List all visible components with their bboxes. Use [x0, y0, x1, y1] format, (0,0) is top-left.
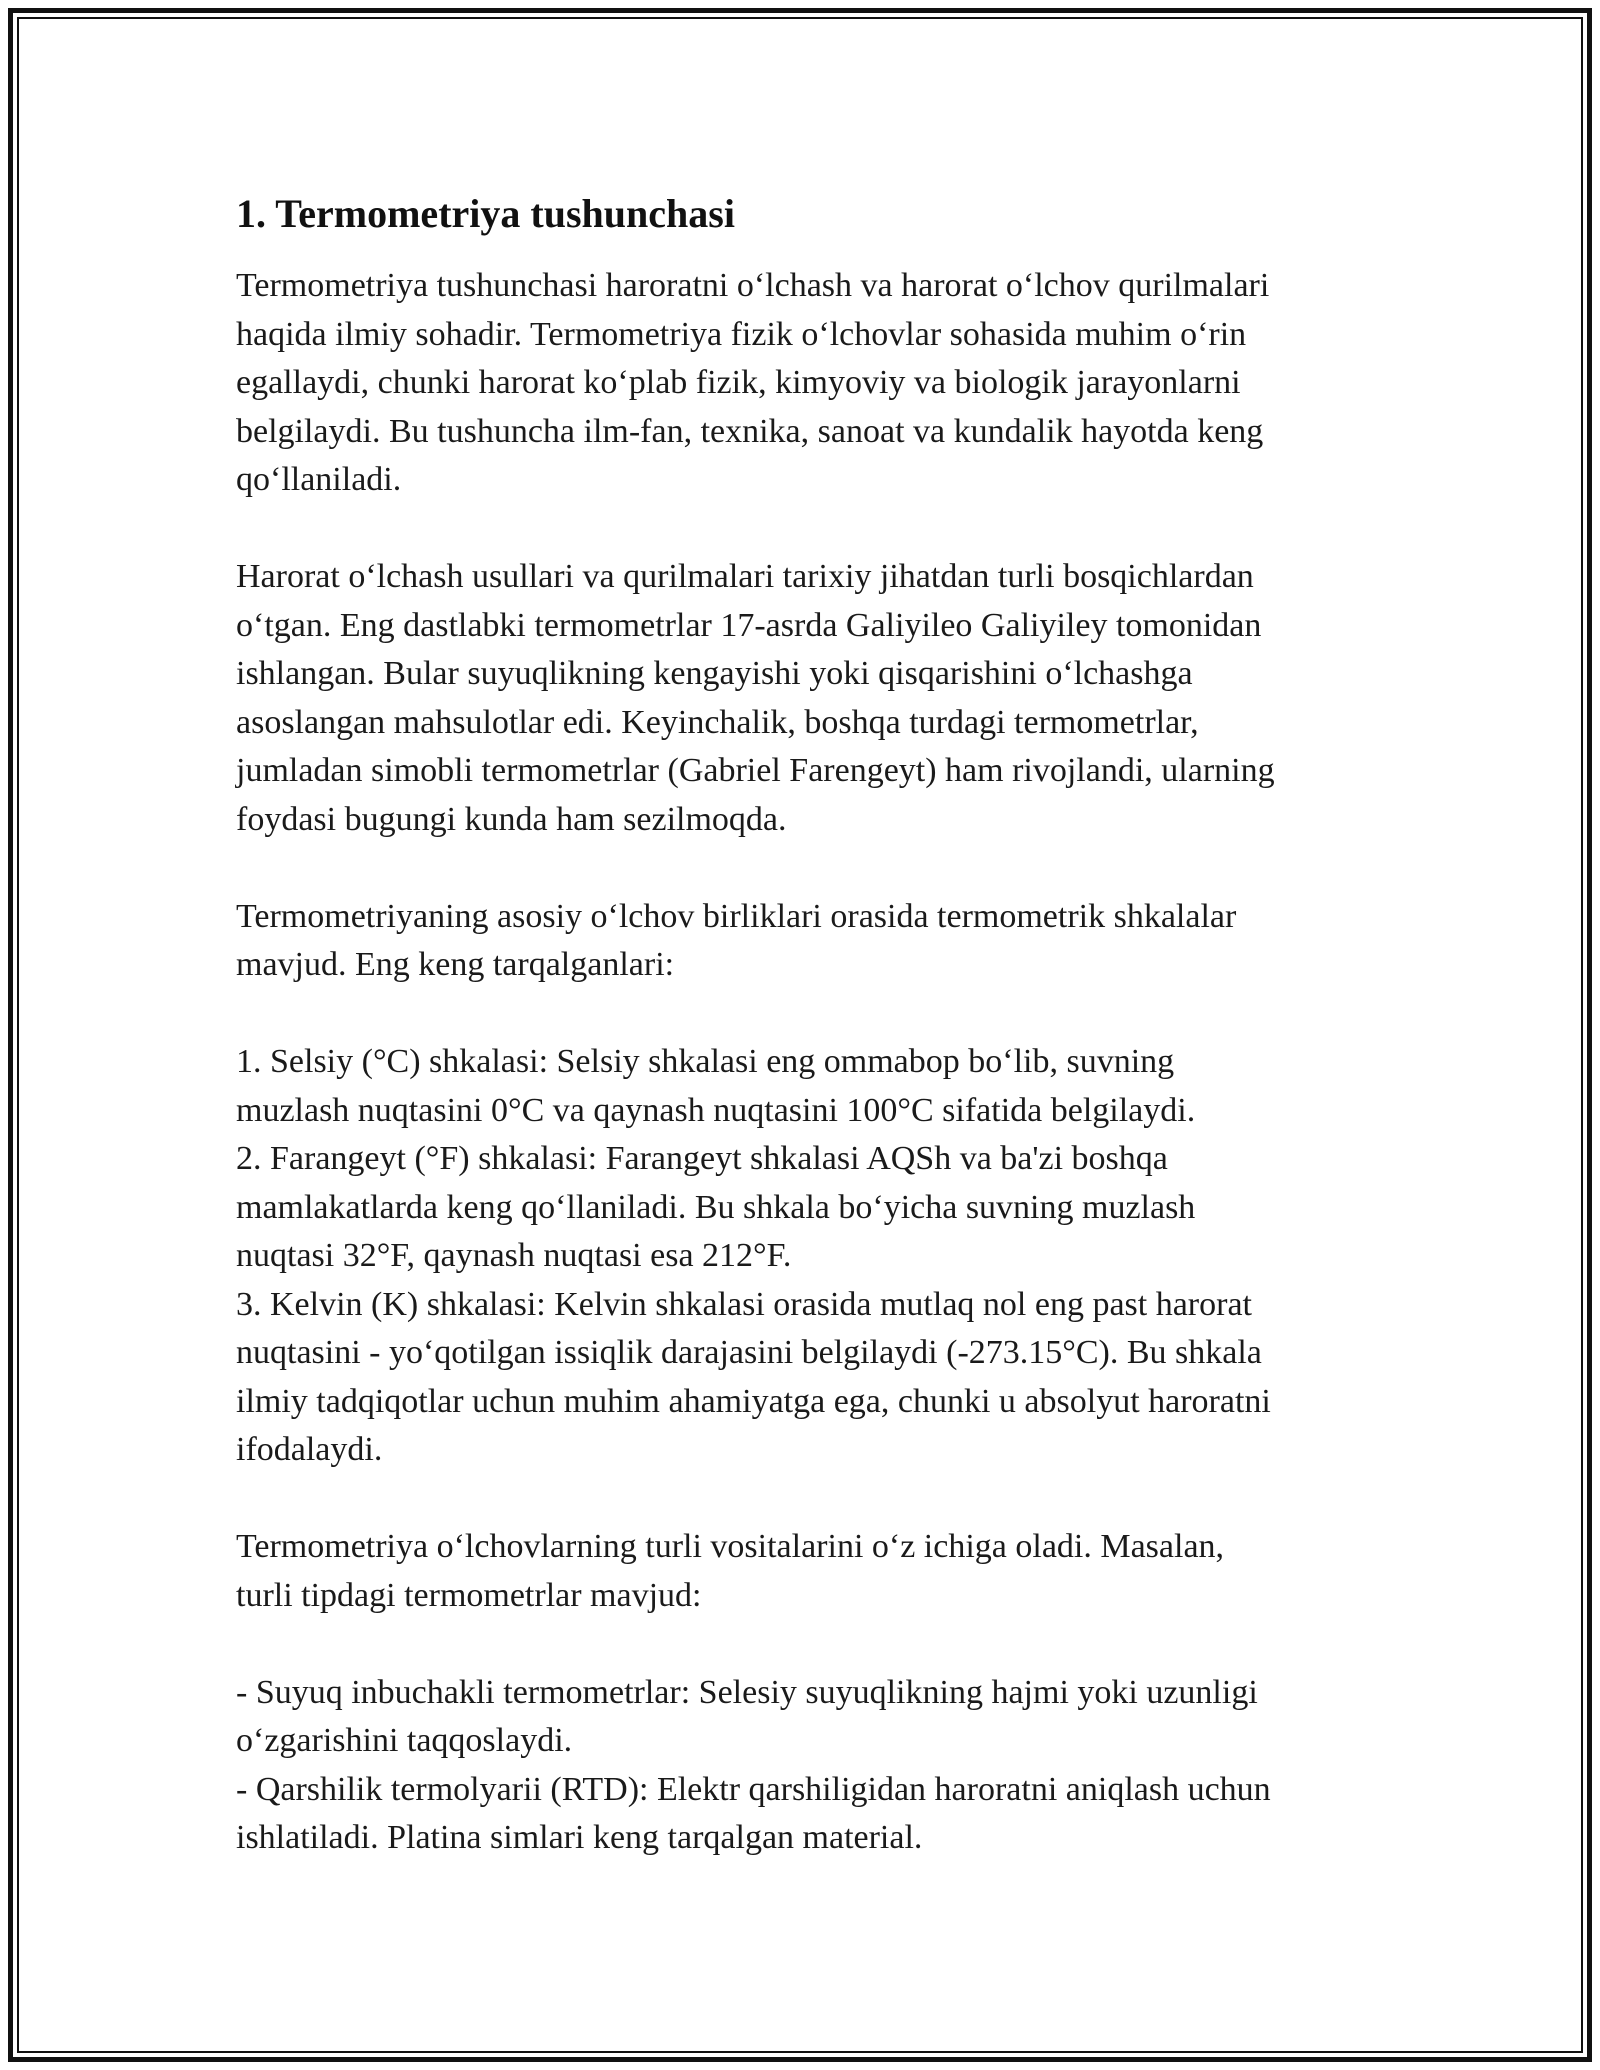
- text-line: haqida ilmiy sohadir. Termometriya fizik o‘lchovlar sohasida muhim o‘rin: [236, 315, 1247, 353]
- paragraph-gap: [236, 1475, 1366, 1524]
- list-item-line: - Qarshilik termolyarii (RTD): Elektr qarshiligidan haroratni aniqlash uchun: [236, 1770, 1271, 1808]
- section-heading: 1. Termometriya tushunchasi: [236, 191, 735, 236]
- list-item-line: - Suyuq inbuchakli termometrlar: Selesiy suyuqlikning hajmi yoki uzunligi: [236, 1673, 1258, 1711]
- text-line: Termometriyaning asosiy o‘lchov birliklari orasida termometrik shkalalar: [236, 897, 1237, 935]
- paragraph-gap: [236, 1620, 1366, 1669]
- text-line: Harorat o‘lchash usullari va qurilmalari tarixiy jihatdan turli bosqichlardan: [236, 558, 1254, 595]
- list-item-line: 1. Selsiy (°C) shkalasi: Selsiy shkalasi eng ommabop bo‘lib, suvning: [236, 1043, 1175, 1080]
- list-item-line: 3. Kelvin (K) shkalasi: Kelvin shkalasi orasida mutlaq nol eng past harorat: [236, 1285, 1252, 1323]
- text-line: jumladan simobli termometrlar (Gabriel Farengeyt) ham rivojlandi, ularning: [236, 752, 1275, 789]
- text-line: egallaydi, chunki harorat ko‘plab fizik, kimyoviy va biologik jarayonlarni: [236, 364, 1241, 401]
- text-line: turli tipdagi termometrlar mavjud:: [236, 1576, 702, 1614]
- text-line: Termometriya tushunchasi haroratni o‘lchash va harorat o‘lchov qurilmalari: [236, 267, 1270, 304]
- list-item-line: mamlakatlarda keng qo‘llaniladi. Bu shkala bo‘yicha suvning muzlash: [236, 1188, 1196, 1226]
- list-item-line: 2. Farangeyt (°F) shkalasi: Farangeyt shkalasi AQSh va ba'zi boshqa: [236, 1140, 1168, 1177]
- paragraph-scales-list: [236, 1038, 1366, 1475]
- paragraph-intro: [236, 262, 1366, 505]
- paragraph-gap: [236, 505, 1366, 554]
- list-item-line: nuqtasi 32°F, qaynash nuqtasi esa 212°F.: [236, 1237, 792, 1274]
- document-body: [236, 186, 1366, 1863]
- paragraph-scales-intro: [236, 893, 1366, 990]
- list-item-line: muzlash nuqtasini 0°C va qaynash nuqtasini 100°C sifatida belgilaydi.: [236, 1091, 1196, 1129]
- text-line: mavjud. Eng keng tarqalganlari:: [236, 946, 675, 983]
- text-line: Termometriya o‘lchovlarning turli vositalarini o‘z ichiga oladi. Masalan,: [236, 1528, 1225, 1565]
- list-item-line: o‘zgarishini taqqoslaydi.: [236, 1722, 573, 1759]
- text-line: asoslangan mahsulotlar edi. Keyinchalik, boshqa turdagi termometrlar,: [236, 703, 1199, 741]
- list-item-line: ilmiy tadqiqotlar uchun muhim ahamiyatga ega, chunki u absolyut haroratni: [236, 1382, 1271, 1420]
- list-item-line: nuqtasini - yo‘qotilgan issiqlik darajasini belgilaydi (-273.15°C). Bu shkala: [236, 1334, 1262, 1371]
- text-line: belgilaydi. Bu tushuncha ilm-fan, texnika, sanoat va kundalik hayotda keng: [236, 412, 1264, 450]
- paragraph-instruments-intro: [236, 1523, 1366, 1620]
- text-line: o‘tgan. Eng dastlabki termometrlar 17-asrda Galiyileo Galiyiley tomonidan: [236, 606, 1262, 644]
- list-item-line: ifodalaydi.: [236, 1431, 383, 1468]
- text-line: foydasi bugungi kunda ham sezilmoqda.: [236, 800, 787, 838]
- list-item-line: ishlatiladi. Platina simlari keng tarqalgan material.: [236, 1819, 923, 1856]
- paragraph-gap: [236, 990, 1366, 1039]
- text-line: qo‘llaniladi.: [236, 461, 402, 498]
- paragraph-gap: [236, 844, 1366, 893]
- text-line: ishlangan. Bular suyuqlikning kengayishi yoki qisqarishini o‘lchashga: [236, 655, 1193, 692]
- paragraph-instruments-list: [236, 1669, 1366, 1863]
- paragraph-history: [236, 553, 1366, 844]
